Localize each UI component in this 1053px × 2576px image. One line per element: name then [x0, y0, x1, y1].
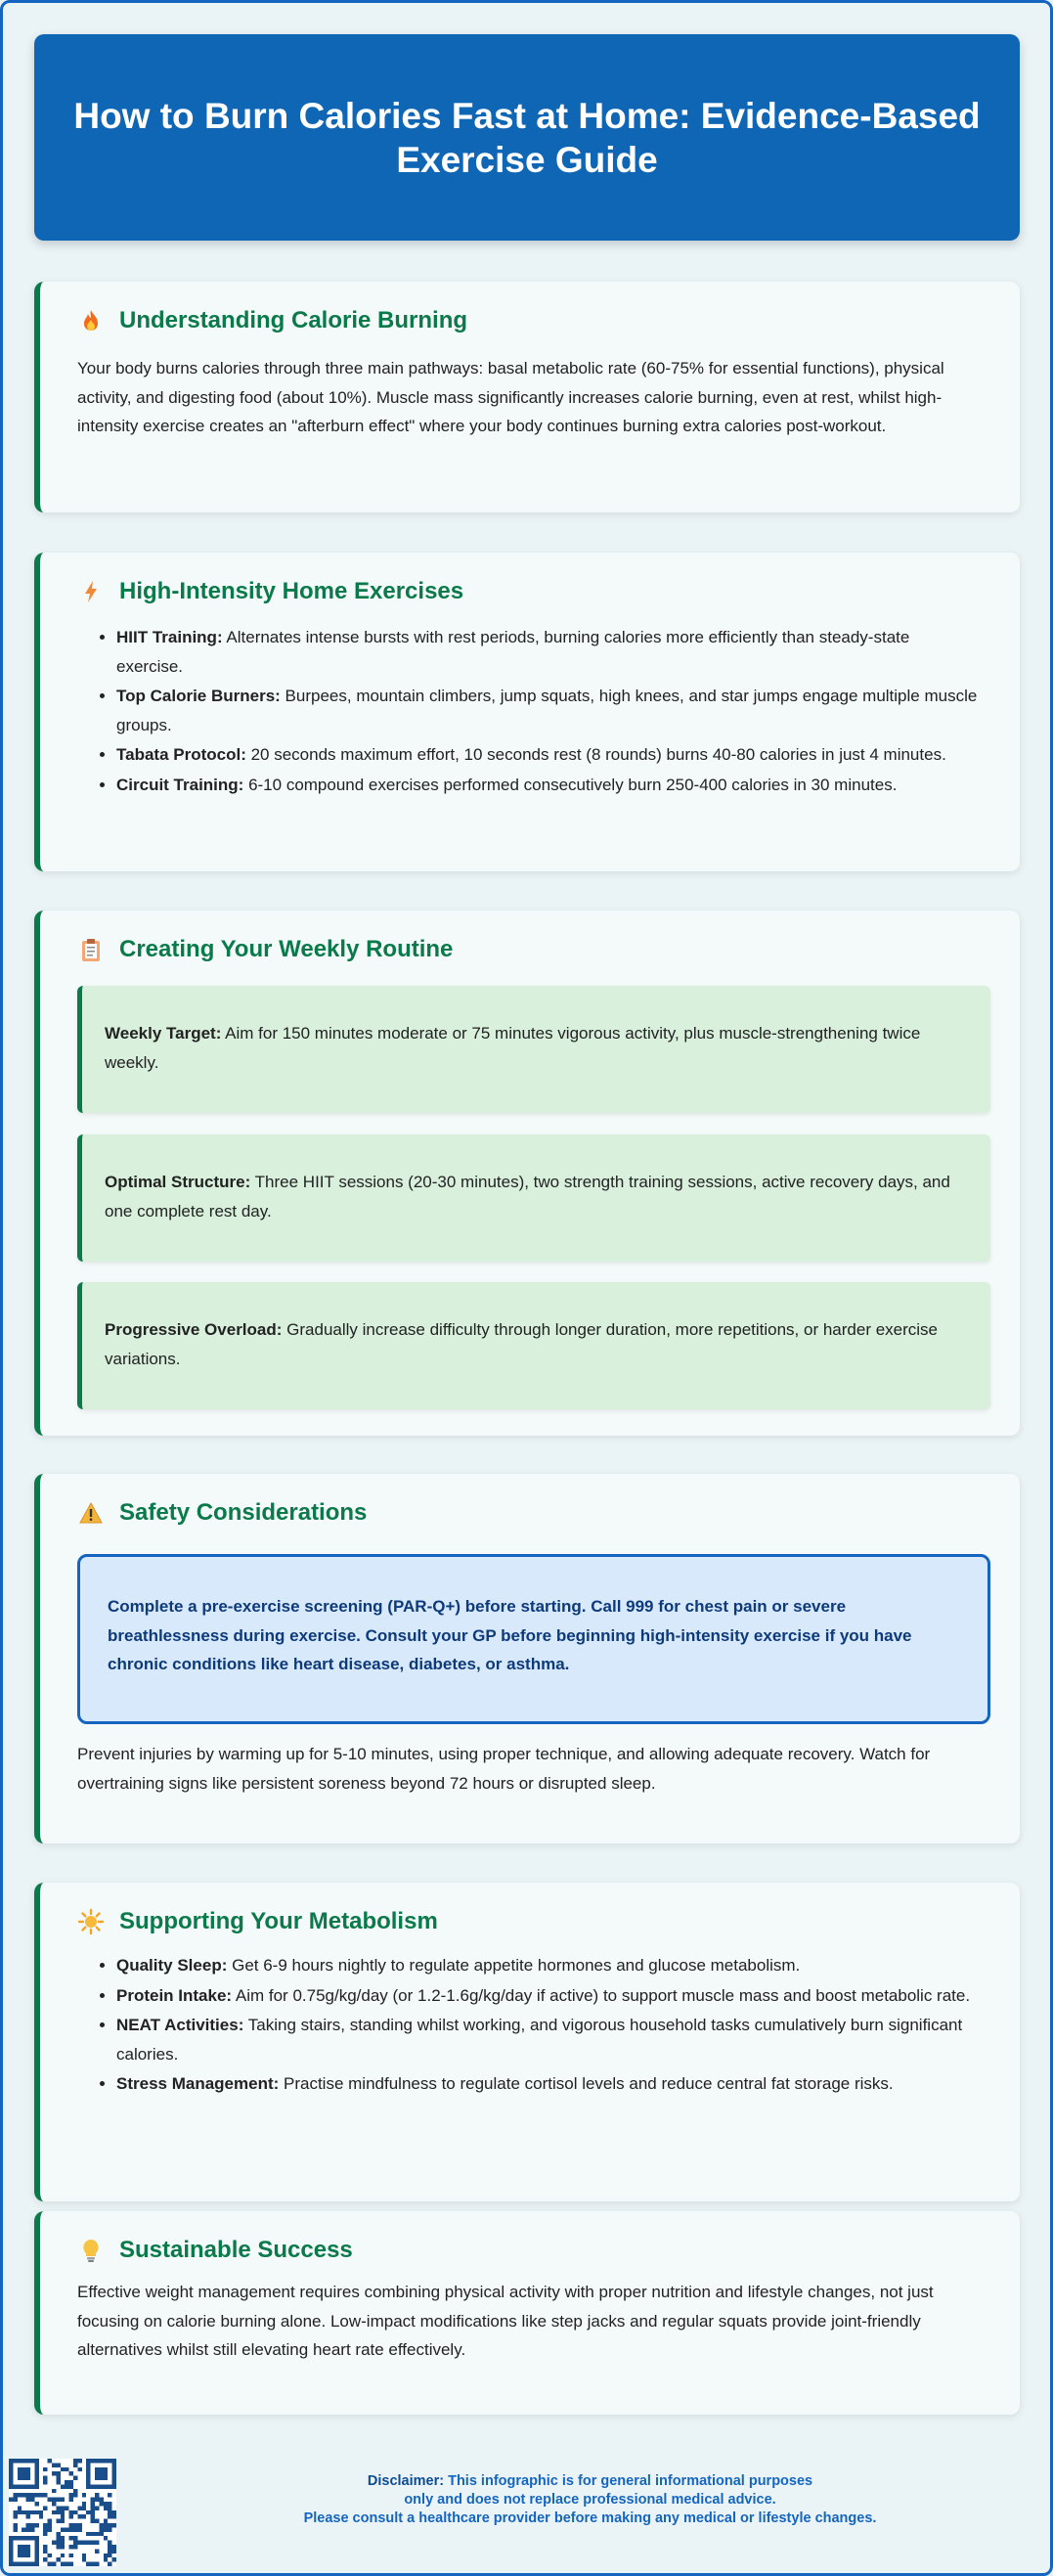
box-label: Optimal Structure: [105, 1173, 251, 1191]
section-header [77, 1499, 367, 1527]
section-text: Prevent injuries by warming up for 5-10 minutes, using proper technique, and allowing adequate recovery. Watch for overtraining signs like persistent soreness beyond 72 hours or disrupted sleep. [77, 1745, 931, 1793]
progressive-overload-box [77, 1282, 990, 1409]
section-title: Safety Considerations [119, 1499, 368, 1526]
item-label: Protein Intake: [116, 1985, 233, 2005]
list-item [116, 682, 981, 739]
disclaimer-label: Disclaimer: [367, 2473, 445, 2489]
item-label: Quality Sleep: [116, 1956, 228, 1975]
list-item [116, 623, 981, 681]
section-header [77, 307, 467, 334]
list-item [116, 2011, 981, 2068]
page-title: How to Burn Calories Fast at Home: Evidence-Based Exercise Guide [73, 95, 981, 180]
section-weekly-routine [34, 910, 1020, 1436]
page-footer [0, 2451, 1053, 2568]
item-text: 6-10 compound exercises performed consecutively burn 250-400 calories in 30 minutes. [243, 775, 898, 794]
section-text: Effective weight management requires combining physical activity with proper nutrition and lifestyle changes, not just focusing on calorie burning alone. Low-impact modifications like step jacks and regular squats provide joint-friendly alternatives whilst still elevating heart rate effectively. [77, 2283, 934, 2359]
exercise-list [77, 623, 981, 800]
fire-icon [77, 307, 105, 334]
item-label: HIIT Training: [116, 628, 223, 646]
page-header [34, 34, 1020, 241]
warning-icon [77, 1499, 105, 1527]
section-title: High-Intensity Home Exercises [119, 578, 464, 604]
section-title: Sustainable Success [119, 2237, 353, 2263]
safety-alert-box [77, 1554, 990, 1724]
item-label: Circuit Training: [116, 775, 244, 794]
item-label: Top Calorie Burners: [116, 687, 281, 705]
alert-text: Complete a pre-exercise screening (PAR-Q+) before starting. Call 999 for chest pain or severe breathlessness during exercise. Consult your GP before beginning high-intensity exercise if you have chronic conditions like heart disease, diabetes, or asthma. [108, 1597, 912, 1673]
item-text: Taking stairs, standing whilst working, and vigorous household tasks cumulatively burn significant calories. [116, 2016, 963, 2064]
box-label: Weekly Target: [105, 1024, 222, 1043]
section-metabolism [34, 1883, 1020, 2201]
section-title: Supporting Your Metabolism [119, 1908, 438, 1934]
box-text: Gradually increase difficulty through longer duration, more repetitions, or harder exercise variations. [105, 1320, 939, 1368]
optimal-structure-box [77, 1134, 990, 1262]
section-safety [34, 1474, 1020, 1843]
disclaimer [156, 2472, 1024, 2528]
sun-icon [77, 1908, 105, 1935]
section-header [77, 1908, 438, 1935]
metabolism-list [77, 1951, 981, 2100]
disclaimer-line1: This infographic is for general informational purposes [444, 2473, 813, 2489]
section-title: Creating Your Weekly Routine [119, 936, 454, 962]
list-item [116, 740, 981, 770]
section-header [77, 2237, 353, 2264]
section-header [77, 936, 453, 963]
lightbulb-icon [77, 2237, 105, 2264]
box-label: Progressive Overload: [105, 1320, 283, 1339]
item-text: Get 6-9 hours nightly to regulate appetite hormones and glucose metabolism. [227, 1956, 801, 1975]
item-text: Aim for 0.75g/kg/day (or 1.2-1.6g/kg/day if active) to support muscle mass and boost metabolic rate. [232, 1985, 971, 2005]
list-item [116, 1951, 981, 1980]
section-text: Your body burns calories through three main pathways: basal metabolic rate (60-75% for essential functions), physical activity, and digesting food (about 10%). Muscle mass significantly increases calorie burning, even at rest, whilst high-intensity exercise creates an "afterburn effect" where your body continues burning extra calories post-workout. [77, 359, 944, 435]
item-text: Alternates intense bursts with rest periods, burning calories more efficiently than steady-state exercise. [116, 628, 910, 676]
disclaimer-line3: Please consult a healthcare provider before making any medical or lifestyle changes. [303, 2510, 877, 2526]
clipboard-icon [77, 936, 105, 963]
item-label: NEAT Activities: [116, 2016, 244, 2034]
item-text: 20 seconds maximum effort, 10 seconds rest (8 rounds) burns 40-80 calories in just 4 minutes. [245, 745, 946, 764]
disclaimer-line2: only and does not replace professional medical advice. [404, 2492, 776, 2508]
list-item [116, 1981, 981, 2011]
box-text: Three HIIT sessions (20-30 minutes), two strength training sessions, active recovery days, and one complete rest day. [105, 1173, 950, 1221]
item-text: Practise mindfulness to regulate cortisol levels and reduce central fat storage risks. [279, 2074, 894, 2093]
item-text: Burpees, mountain climbers, jump squats, high knees, and star jumps engage multiple muscle groups. [116, 687, 978, 734]
item-label: Stress Management: [116, 2074, 280, 2093]
section-title: Understanding Calorie Burning [119, 307, 468, 333]
lightning-icon [77, 578, 105, 605]
section-high-intensity [34, 553, 1020, 871]
weekly-target-box [77, 986, 990, 1113]
section-sustainable [34, 2211, 1020, 2415]
list-item [116, 771, 981, 800]
box-text: Aim for 150 minutes moderate or 75 minutes vigorous activity, plus muscle-strengthening twice weekly. [105, 1024, 921, 1072]
section-understanding [34, 282, 1020, 512]
list-item [116, 2069, 981, 2099]
item-label: Tabata Protocol: [116, 745, 246, 764]
qr-code-icon[interactable] [9, 2459, 116, 2566]
section-header [77, 578, 463, 605]
